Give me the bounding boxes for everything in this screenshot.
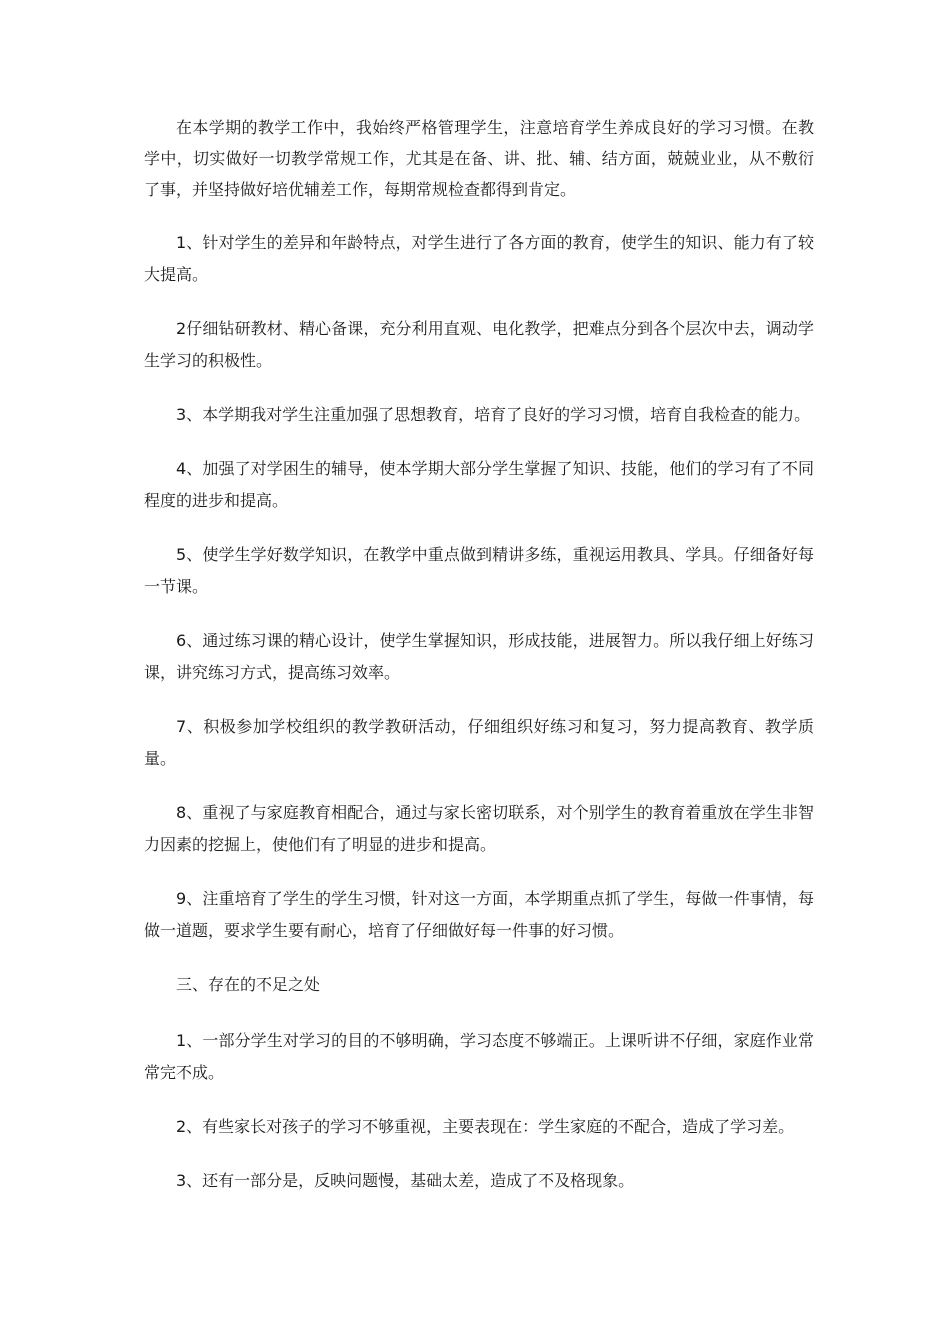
- list-item-1: 1、针对学生的差异和年龄特点，对学生进行了各方面的教育，使学生的知识、能力有了较大提高。: [144, 233, 814, 284]
- section-heading: 三、存在的不足之处: [176, 975, 321, 994]
- intro-paragraph: 在本学期的教学工作中，我始终严格管理学生，注意培育学生养成良好的学习习惯。在教学中，切实做好一切教学常规工作，尤其是在备、讲、批、辅、结方面，兢兢业业，从不敷衍了事，并坚持做好培优辅差工作，每期常规检查都得到肯定。: [144, 118, 814, 199]
- list-item-4: 4、加强了对学困生的辅导，使本学期大部分学生掌握了知识、技能，他们的学习有了不同程度的进步和提高。: [144, 459, 814, 510]
- document-body: [144, 112, 814, 1219]
- list-item-8: 8、重视了与家庭教育相配合，通过与家长密切联系，对个别学生的教育着重放在学生非智力因素的挖掘上，使他们有了明显的进步和提高。: [144, 803, 814, 854]
- shortcoming-item-1: 1、一部分学生对学习的目的不够明确，学习态度不够端正。上课听讲不仔细，家庭作业常常完不成。: [144, 1031, 814, 1082]
- list-item-6: 6、通过练习课的精心设计，使学生掌握知识，形成技能，进展智力。所以我仔细上好练习课，讲究练习方式，提高练习效率。: [144, 631, 814, 682]
- list-item-5: 5、使学生学好数学知识，在教学中重点做到精讲多练，重视运用教具、学具。仔细备好每一节课。: [144, 545, 814, 596]
- list-item-2: 2仔细钻研教材、精心备课，充分利用直观、电化教学，把难点分到各个层次中去，调动学生学习的积极性。: [144, 319, 814, 370]
- list-item-3: 3、本学期我对学生注重加强了思想教育，培育了良好的学习习惯，培育自我检查的能力。: [176, 405, 811, 424]
- shortcoming-item-2: 2、有些家长对孩子的学习不够重视，主要表现在：学生家庭的不配合，造成了学习差。: [176, 1117, 795, 1136]
- shortcoming-item-3: 3、还有一部分是，反映问题慢，基础太差，造成了不及格现象。: [176, 1171, 635, 1190]
- list-item-7: 7、积极参加学校组织的教学教研活动，仔细组织好练习和复习，努力提高教育、教学质量。: [144, 717, 814, 768]
- list-item-9: 9、注重培育了学生的学生习惯，针对这一方面，本学期重点抓了学生，每做一件事情，每做一道题，要求学生要有耐心，培育了仔细做好每一件事的好习惯。: [144, 889, 814, 940]
